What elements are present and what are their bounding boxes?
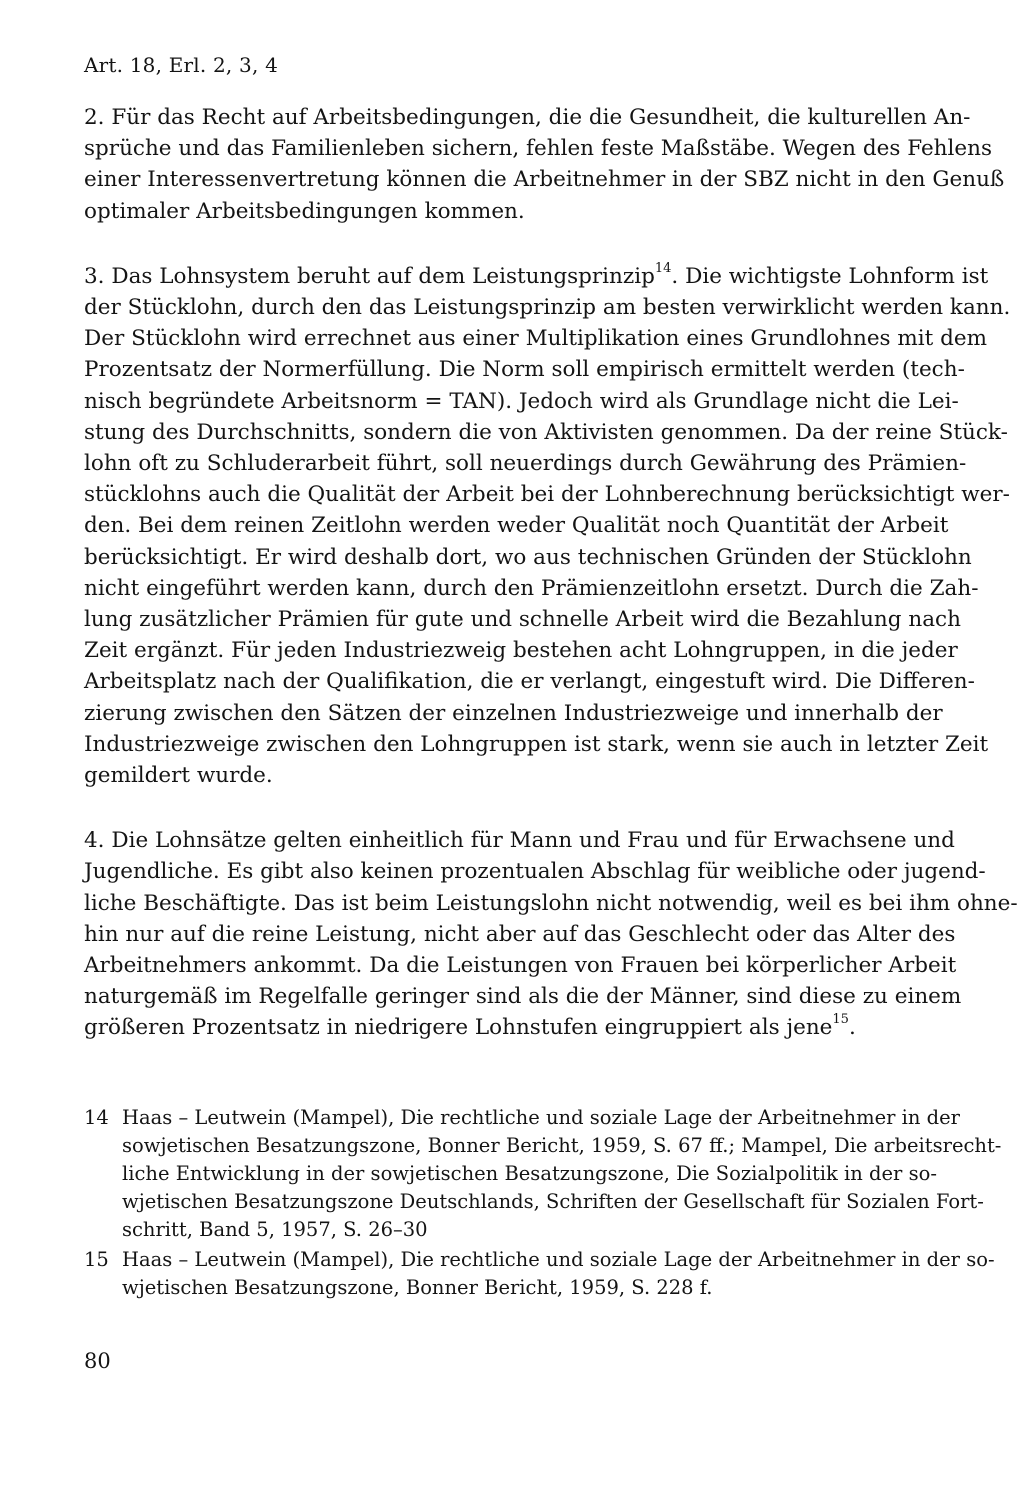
text-line: 2. Für das Recht auf Arbeitsbedingungen, die die Gesundheit, die kulturellen An- [84,105,971,130]
footnote-line: Haas – Leutwein (Mampel), Die rechtliche und soziale Lage der Arbeitnehmer in der so- [122,1247,995,1271]
text-line: lohn oft zu Schluderarbeit führt, soll neuerdings durch Gewährung des Prämien- [84,451,967,477]
text-line: 4. Die Lohnsätze gelten einheitlich für Mann und Frau und für Erwachsene und [84,828,955,854]
text-line: Arbeitnehmers ankommt. Da die Leistungen von Frauen bei körperlicher Arbeit [84,953,957,979]
text-line: optimaler Arbeitsbedingungen kommen. [84,198,525,224]
text-fragment: 3. Das Lohnsystem beruht auf dem Leistungsprinzip [84,263,655,289]
text-line: lung zusätzlicher Prämien für gute und schnelle Arbeit wird die Bezahlung nach [84,607,961,633]
footnote-number: 15 [84,1247,109,1271]
text-line: berücksichtigt. Er wird deshalb dort, wo aus technischen Gründen der Stücklohn [84,544,972,570]
text-line: stung des Durchschnitts, sondern die von Aktivisten genommen. Da der reine Stück- [84,419,1008,445]
text-line: Prozentsatz der Normerfüllung. Die Norm soll empirisch ermittelt werden (tech- [84,357,965,383]
text-fragment: . Die wichtigste Lohnform ist [671,263,989,289]
footnote-line: schritt, Band 5, 1957, S. 26–30 [122,1217,428,1241]
text-line: Arbeitsplatz nach der Qualifikation, die er verlangt, eingestuft wird. Die Differen- [84,669,975,695]
text-line: Jugendliche. Es gibt also keinen prozentualen Abschlag für weibliche oder jugend- [84,859,986,885]
text-line: naturgemäß im Regelfalle geringer sind als die der Männer, sind diese zu einem [84,984,962,1010]
footnote-ref-14[interactable]: 14 [654,260,672,276]
footnote-14 [84,1104,1002,1244]
footnote-15 [84,1246,995,1302]
text-line: der Stücklohn, durch den das Leistungsprinzip am besten verwirklicht werden kann. [84,295,1011,321]
footnotes [84,1104,1002,1302]
text-line: stücklohns auch die Qualität der Arbeit bei der Lohnberechnung berücksichtigt wer- [84,482,1010,508]
footnote-line: Haas – Leutwein (Mampel), Die rechtliche und soziale Lage der Arbeitnehmer in der [122,1105,960,1129]
footnote-line: sowjetischen Besatzungszone, Bonner Bericht, 1959, S. 67 ff.; Mampel, Die arbeitsrecht- [122,1133,1002,1157]
text-line: sprüche und das Familienleben sichern, fehlen feste Maßstäbe. Wegen des Fehlens [84,136,992,162]
page-number: 80 [84,1348,111,1373]
text-line: Industriezweige zwischen den Lohngruppen ist stark, wenn sie auch in letzter Zeit [84,731,989,757]
text-line: zierung zwischen den Sätzen der einzelnen Industriezweige und innerhalb der [84,700,943,726]
text-line: gemildert wurde. [84,763,273,789]
text-line: den. Bei dem reinen Zeitlohn werden weder Qualität noch Quantität der Arbeit [84,513,949,539]
text-line: Der Stücklohn wird errechnet aus einer Multiplikation eines Grundlohnes mit dem [84,326,988,352]
document-page [84,50,1018,1376]
footnote-line: wjetischen Besatzungszone Deutschlands, Schriften der Gesellschaft für Sozialen Fort- [122,1189,984,1213]
text-line: nisch begründete Arbeitsnorm = TAN). Jedoch wird als Grundlage nicht die Lei- [84,388,959,414]
footnote-ref-15[interactable]: 15 [832,1012,849,1028]
text-fragment: . [848,1015,856,1041]
footnote-number: 14 [84,1105,109,1129]
text-line [84,1012,929,1043]
running-head: Art. 18, Erl. 2, 3, 4 [84,53,278,77]
text-line [84,260,989,292]
footnote-line: wjetischen Besatzungszone, Bonner Bericht, 1959, S. 228 f. [122,1275,713,1299]
text-line: hin nur auf die reine Leistung, nicht aber auf das Geschlecht oder das Alter des [84,921,956,947]
paragraph-3 [84,260,1011,791]
footnote-line: liche Entwicklung in der sowjetischen Besatzungszone, Die Sozialpolitik in der so- [122,1161,937,1185]
text-fragment: größeren Prozentsatz in niedrigere Lohnstufen eingruppiert als jene [84,1015,833,1041]
text-line: liche Beschäftigte. Das ist beim Leistungslohn nicht notwendig, weil es bei ihm ohne- [84,890,1018,916]
text-line: einer Interessenvertretung können die Arbeitnehmer in der SBZ nicht in den Genuß [84,167,1005,193]
paragraph-4 [84,825,1018,1043]
text-line: nicht eingeführt werden kann, durch den Prämienzeitlohn ersetzt. Durch die Zah- [84,575,979,601]
paragraph-2 [84,102,1005,227]
text-line: Zeit ergänzt. Für jeden Industriezweig bestehen acht Lohngruppen, in die jeder [84,638,958,664]
